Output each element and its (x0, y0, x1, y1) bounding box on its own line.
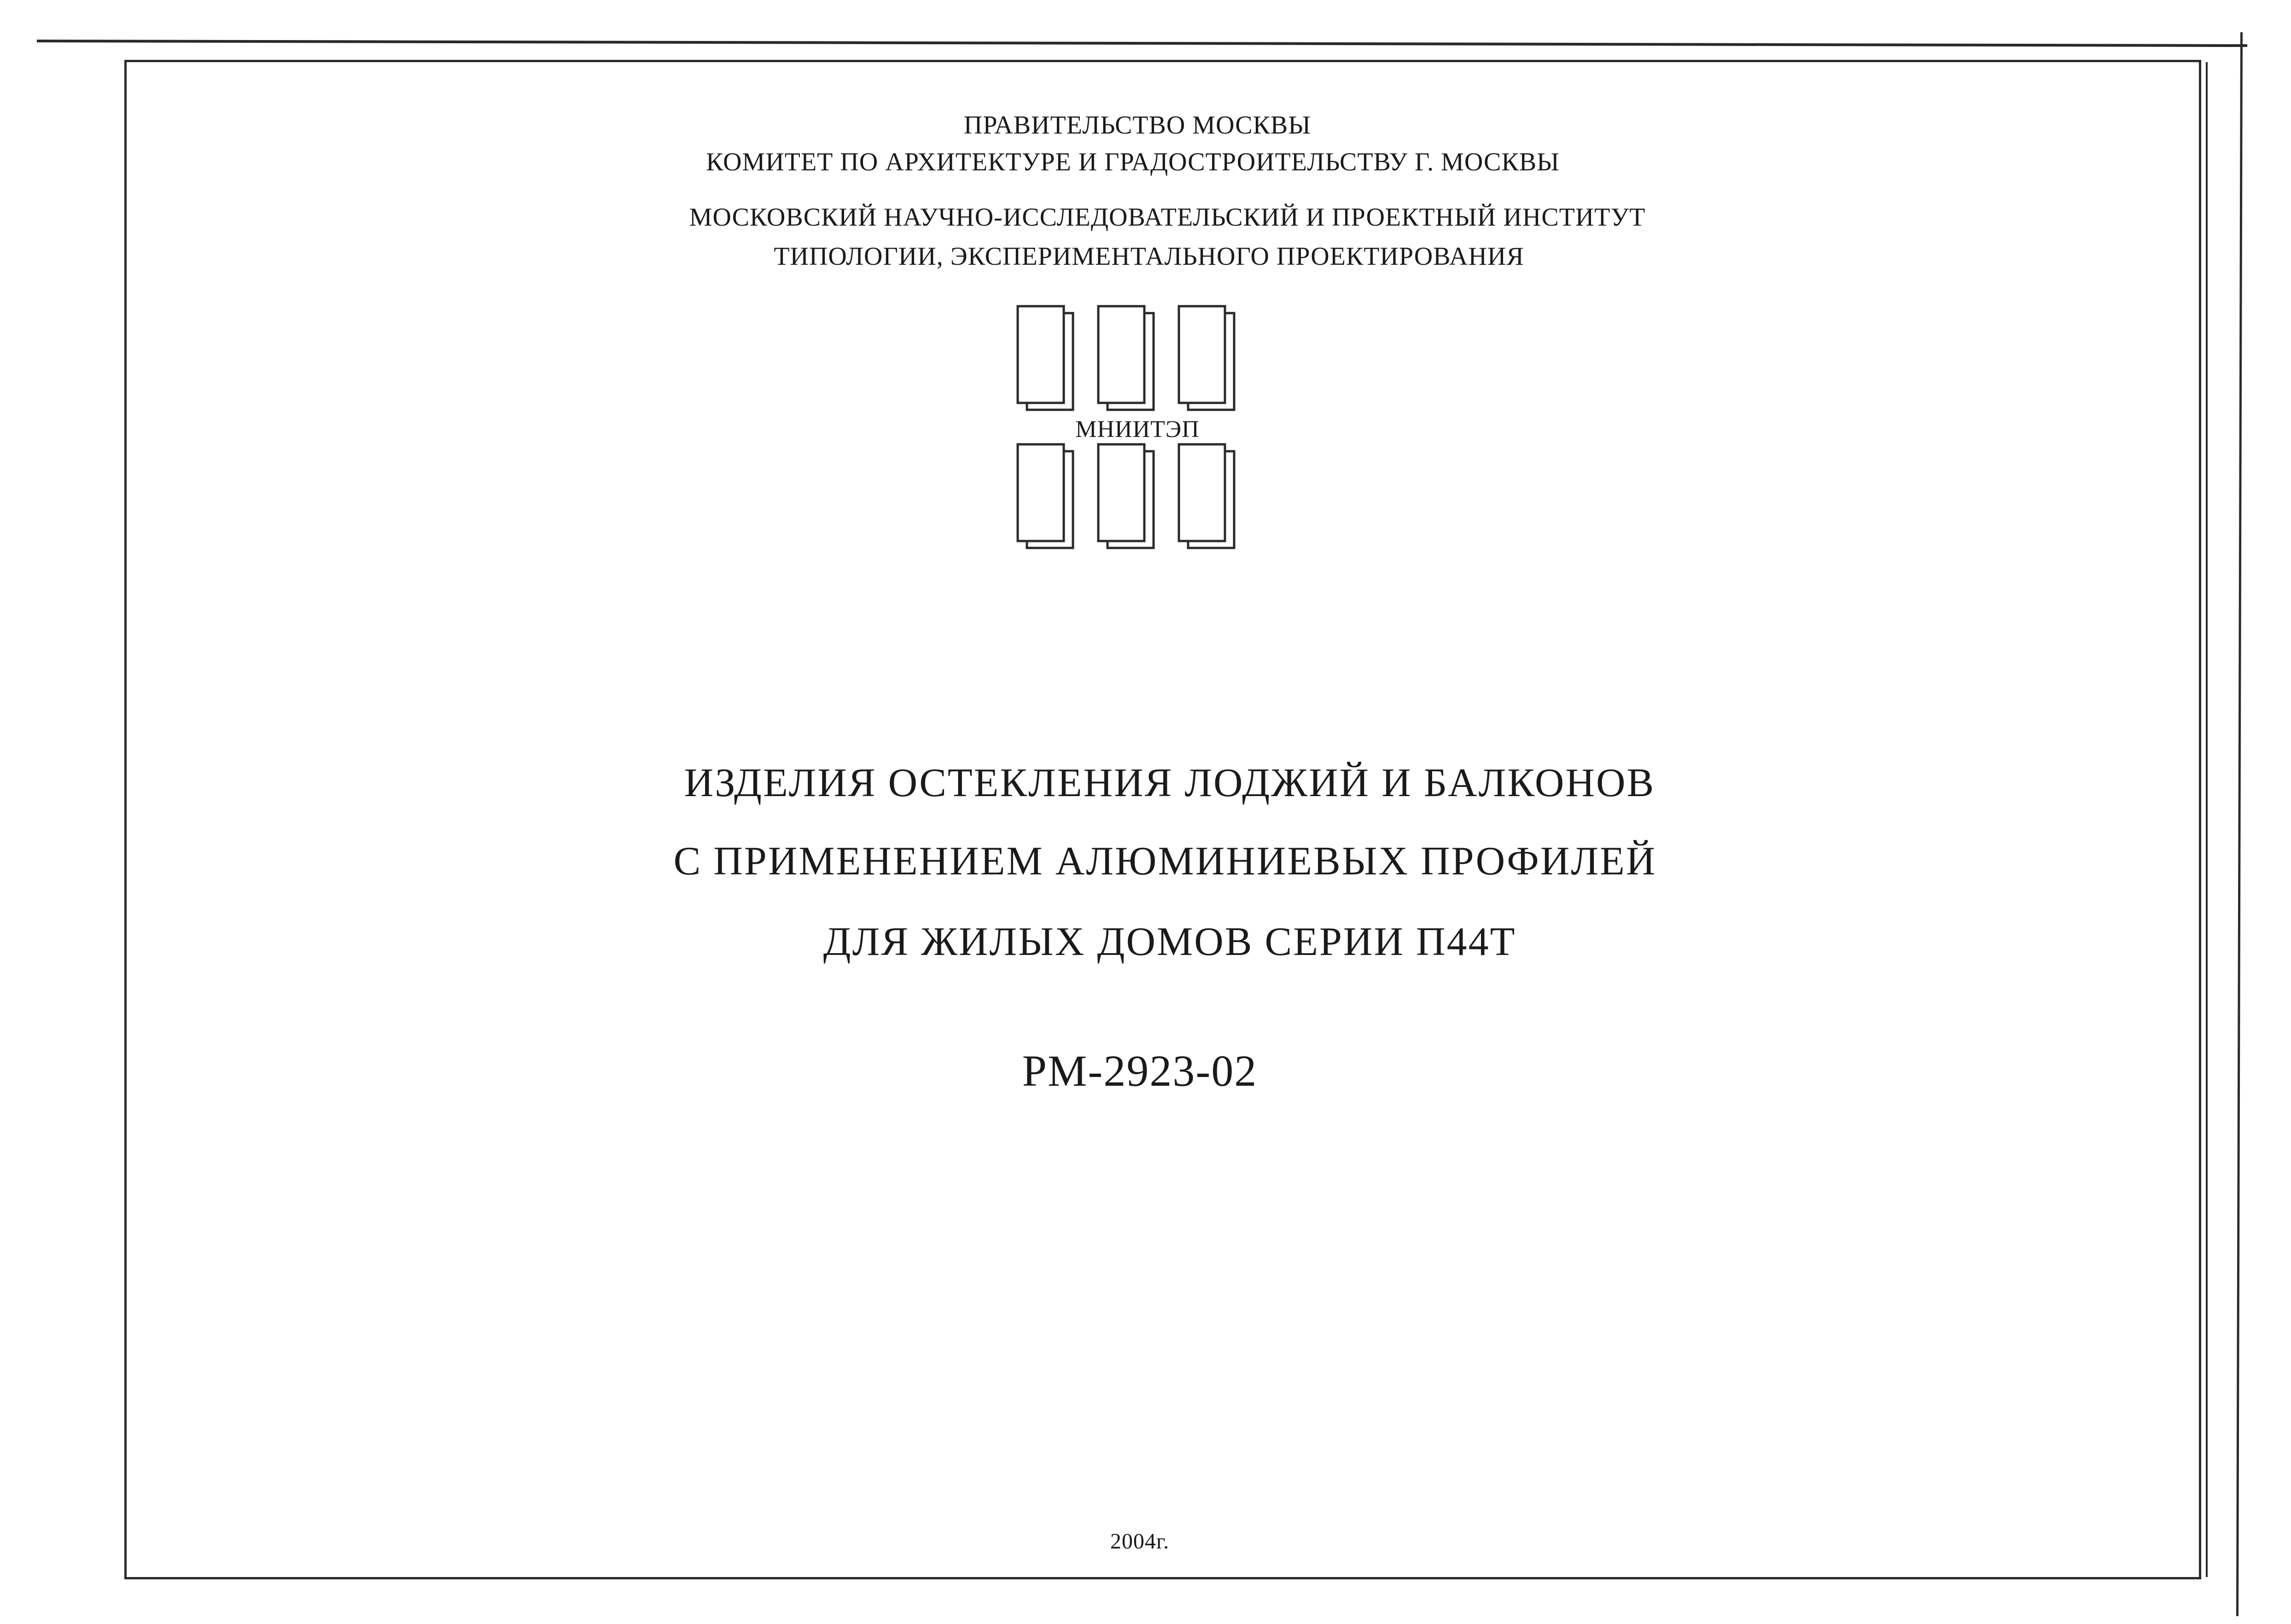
title-line-3: ДЛЯ ЖИЛЫХ ДОМОВ СЕРИИ П44Т (823, 920, 1516, 964)
document-year: 2004г. (1110, 1529, 1170, 1554)
header-institute: МОСКОВСКИЙ НАУЧНО-ИССЛЕДОВАТЕЛЬСКИЙ И ПРОЕКТНЫЙ ИНСТИТУТ (689, 203, 1646, 232)
sheet-top-line (37, 40, 2247, 47)
title-frame (124, 60, 2201, 1579)
sheet-right-line (2236, 32, 2243, 1616)
logo-label: МНИИТЭП (1075, 416, 1200, 442)
frame-right-double-line (2206, 62, 2208, 1577)
title-line-1: ИЗДЕЛИЯ ОСТЕКЛЕНИЯ ЛОДЖИЙ И БАЛКОНОВ (684, 761, 1656, 805)
header-institute-subtitle: ТИПОЛОГИИ, ЭКСПЕРИМЕНТАЛЬНОГО ПРОЕКТИРОВАНИЯ (774, 242, 1524, 271)
title-line-2: С ПРИМЕНЕНИЕМ АЛЮМИНИЕВЫХ ПРОФИЛЕЙ (673, 839, 1657, 884)
header-government: ПРАВИТЕЛЬСТВО МОСКВЫ (963, 111, 1312, 140)
header-committee: КОМИТЕТ ПО АРХИТЕКТУРЕ И ГРАДОСТРОИТЕЛЬСТВУ Г. МОСКВЫ (706, 148, 1560, 176)
document-code: РМ-2923-02 (1022, 1046, 1258, 1095)
